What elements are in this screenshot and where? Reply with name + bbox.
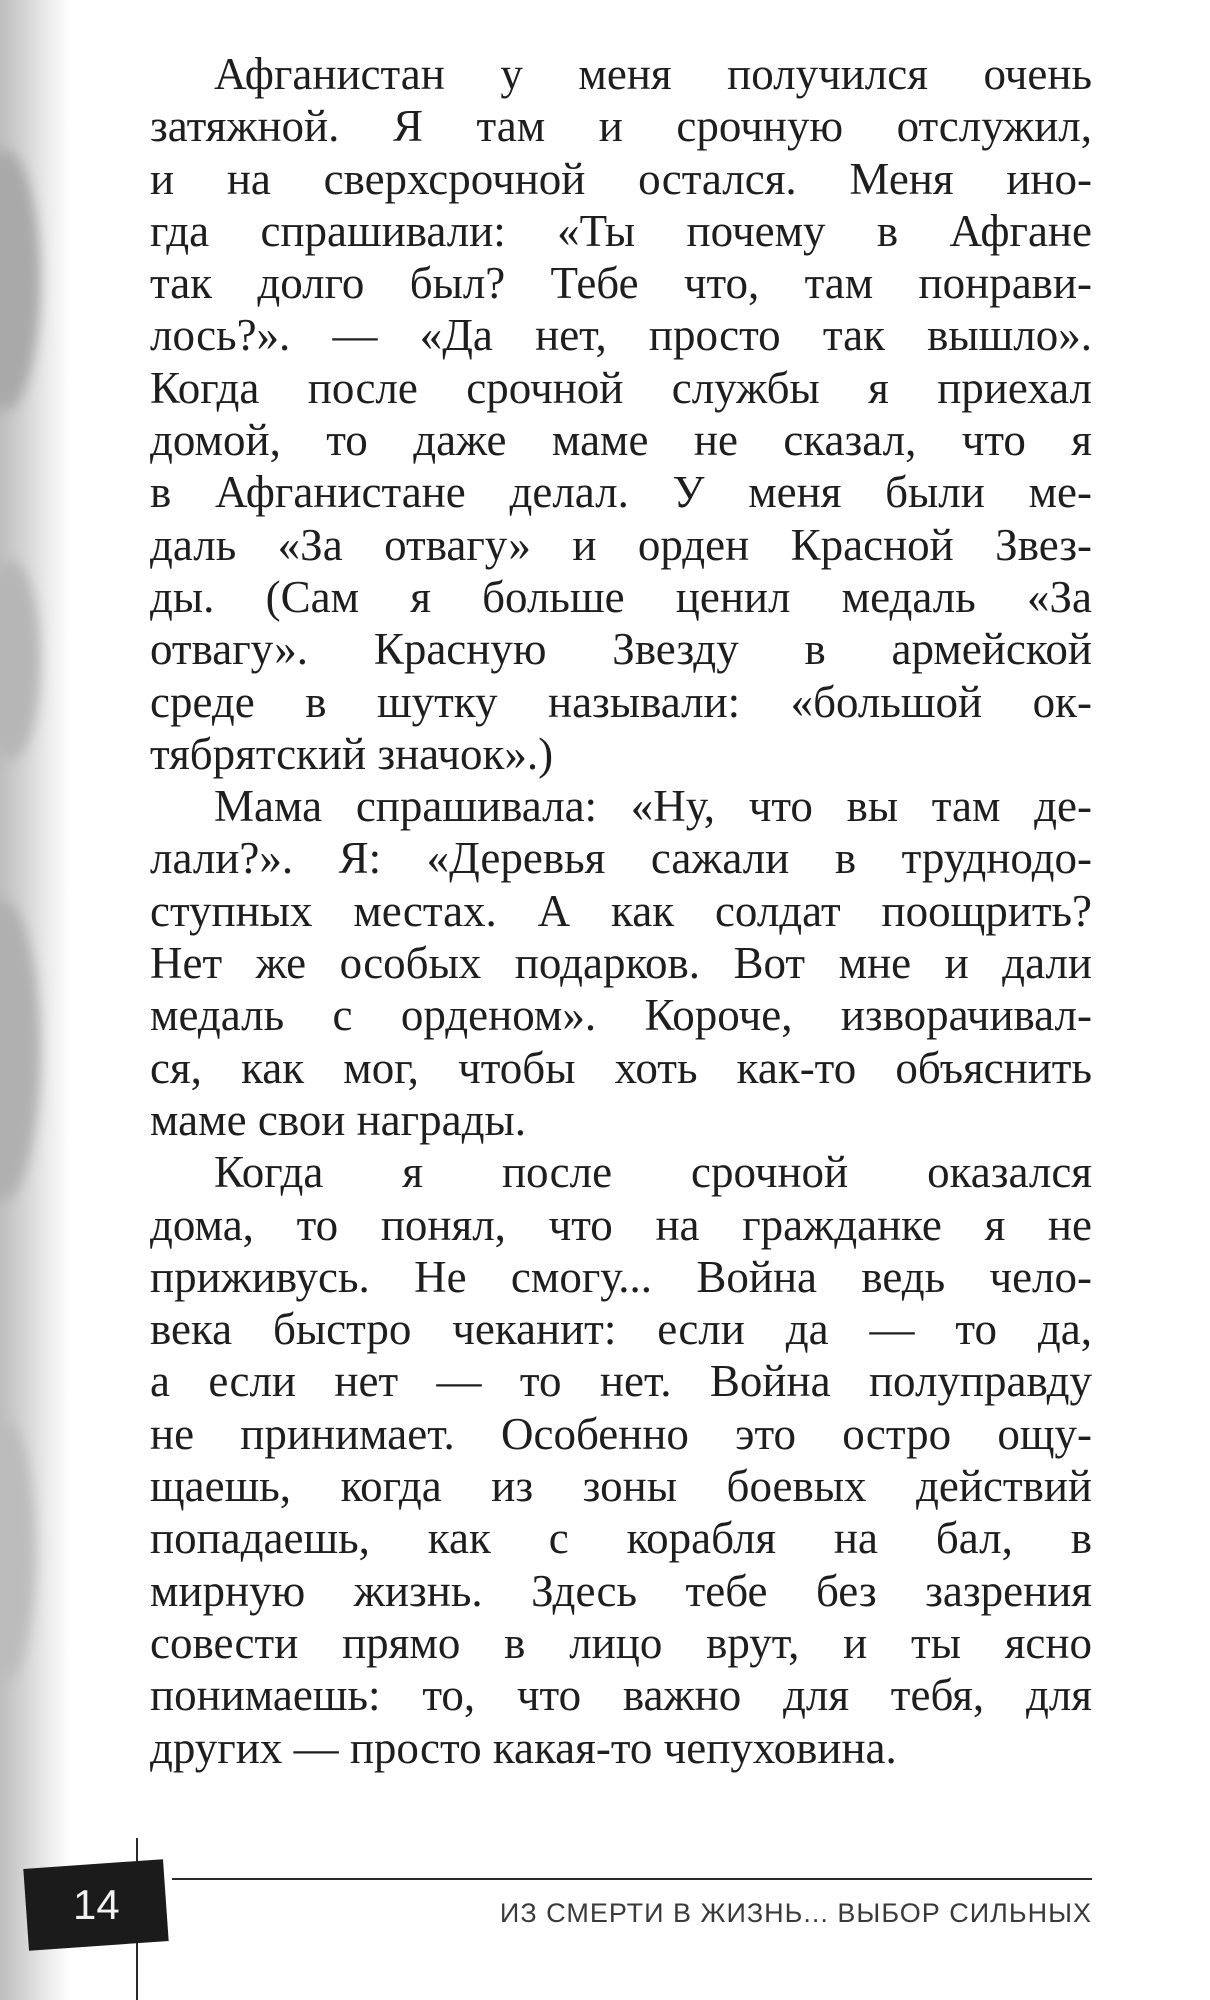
text-line: Афганистан у меня получился очень — [214, 49, 1092, 99]
text-line: в Афганистане делал. У меня были ме- — [150, 467, 1092, 518]
page-number: 14 — [72, 1881, 120, 1928]
paragraph-1 — [150, 48, 1092, 780]
text-line: тябрятский значок».) — [150, 728, 554, 779]
text-line: а если нет — то нет. Война полуправду — [150, 1356, 1092, 1407]
scan-blot — [0, 1420, 35, 1680]
footer-rule — [172, 1878, 1092, 1880]
text-line: совести прямо в лицо врут, и ты ясно — [150, 1617, 1092, 1668]
text-line: медаль с орденом». Короче, изворачивал- — [150, 990, 1092, 1041]
text-line: дома, то понял, что на гражданке я не — [150, 1199, 1092, 1250]
text-line: ступных местах. А как солдат поощрить? — [150, 885, 1092, 936]
running-title: ИЗ СМЕРТИ В ЖИЗНЬ... ВЫБОР СИЛЬНЫХ — [499, 1898, 1092, 1928]
text-line: лось?». — «Да нет, просто так вышло». — [150, 310, 1092, 361]
text-line: и на сверхсрочной остался. Меня ино- — [150, 153, 1092, 204]
text-line: приживусь. Не смогу... Война ведь чело- — [150, 1251, 1092, 1302]
scan-edge-shadow — [0, 0, 70, 2000]
text-line: Когда я после срочной оказался — [214, 1147, 1092, 1198]
text-line: так долго был? Тебе что, там понрави- — [150, 258, 1092, 309]
text-line: щаешь, когда из зоны боевых действий — [150, 1461, 1092, 1512]
text-line: ды. (Сам я больше ценил медаль «За — [150, 571, 1092, 622]
text-line: Мама спрашивала: «Ну, что вы там де- — [214, 781, 1092, 832]
text-line: не принимает. Особенно это остро ощу- — [150, 1408, 1092, 1459]
text-line: попадаешь, как с корабля на бал, в — [150, 1513, 1092, 1564]
text-line: понимаешь: то, что важно для тебя, для — [150, 1670, 1092, 1721]
text-line: гда спрашивали: «Ты почему в Афгане — [150, 205, 1092, 256]
paragraph-2 — [150, 780, 1092, 1146]
text-line: Когда после срочной службы я приехал — [150, 362, 1092, 413]
text-line: ся, как мог, чтобы хоть как-то объяснить — [150, 1042, 1092, 1093]
text-line: даль «За отвагу» и орден Красной Звез- — [150, 519, 1092, 570]
text-line: мирную жизнь. Здесь тебе без зазрения — [150, 1565, 1092, 1616]
text-line: века быстро чеканит: если да — то да, — [150, 1304, 1092, 1355]
scan-blot — [0, 150, 40, 410]
scan-blot — [0, 560, 40, 760]
text-line: Нет же особых подарков. Вот мне и дали — [150, 938, 1092, 989]
page-number-badge — [23, 1859, 168, 1951]
text-line: домой, то даже маме не сказал, что я — [150, 415, 1092, 466]
text-line: затяжной. Я там и срочную отслужил, — [150, 101, 1092, 152]
text-line: среде в шутку называли: «большой ок- — [150, 676, 1092, 727]
text-line: маме свои награды. — [150, 1094, 526, 1145]
text-line: отвагу». Красную Звезду в армейской — [150, 624, 1092, 675]
paragraph-3 — [150, 1146, 1092, 1774]
text-line: лали?». Я: «Деревья сажали в труднодо- — [150, 833, 1092, 884]
page-body-text — [150, 48, 1092, 1774]
scan-blot — [0, 900, 40, 1200]
text-line: других — просто какая-то чепуховина. — [150, 1722, 897, 1773]
